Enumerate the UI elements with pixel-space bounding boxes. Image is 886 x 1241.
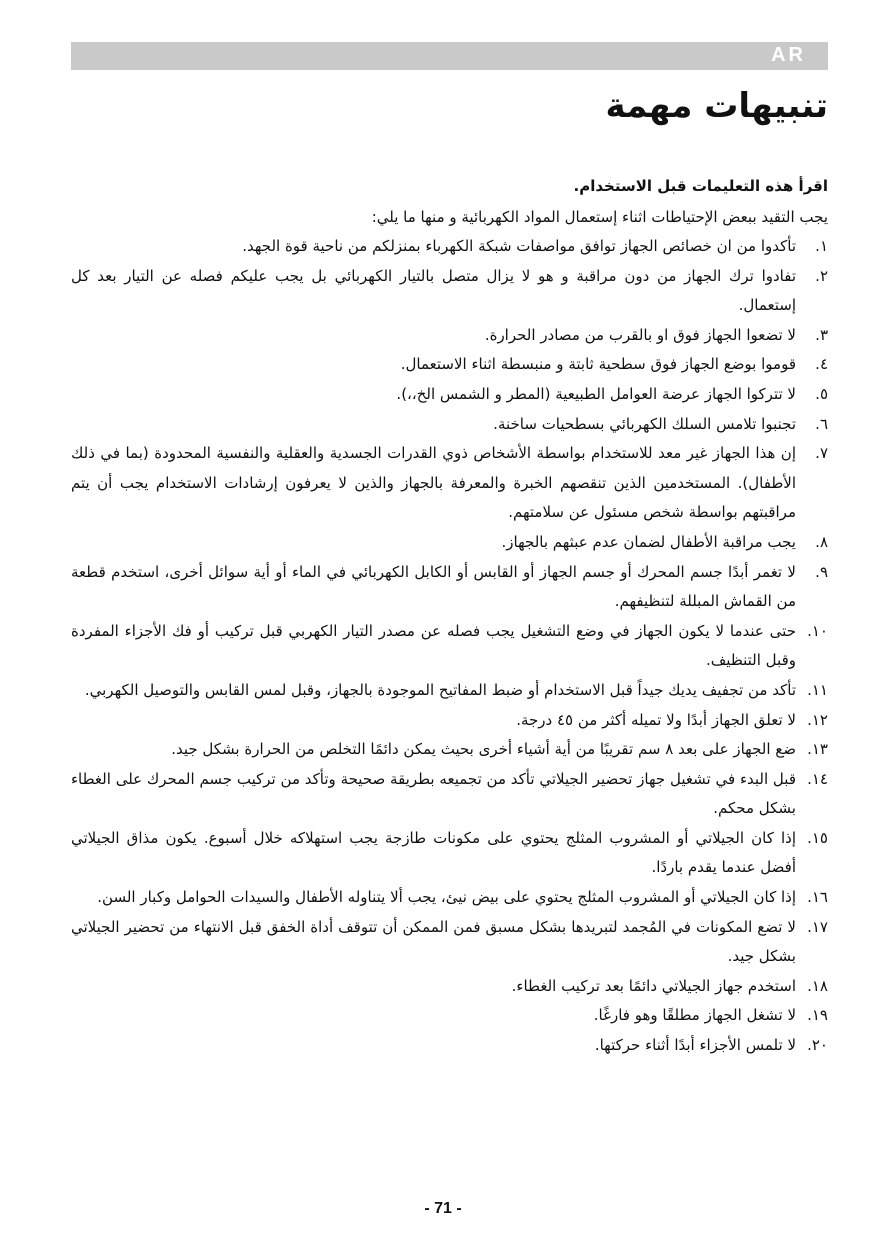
list-item bbox=[71, 706, 828, 736]
list-item bbox=[71, 350, 828, 380]
item-text: قبل البدء في تشغيل جهاز تحضير الجيلاتي تأكد من تجميعه بطريقة صحيحة وتأكد من تركيب جسم المحرك على الغطاء بشكل محكم. bbox=[71, 769, 796, 818]
list-item bbox=[71, 558, 828, 617]
page-title: تنبيهات مهمة bbox=[605, 86, 828, 126]
item-text: إذا كان الجيلاتي أو المشروب المثلج يحتوي على بيض نيئ، يجب ألا يتناوله الأطفال والسيدات الحوامل وكبار السن. bbox=[97, 888, 796, 907]
item-text: لا تعلق الجهاز أبدًا ولا تميله أكثر من ٤٥ درجة. bbox=[516, 710, 796, 729]
list-item bbox=[71, 883, 828, 913]
list-item bbox=[71, 972, 828, 1002]
item-number: ١٦. bbox=[807, 888, 828, 907]
item-number: ٣. bbox=[815, 325, 828, 344]
item-number: ١٣. bbox=[807, 740, 828, 759]
item-text: تجنبوا تلامس السلك الكهربائي بسطحيات ساخنة. bbox=[493, 414, 796, 433]
item-text: ضع الجهاز على بعد ٨ سم تقريبًا من أية أشياء أخرى بحيث يمكن دائمًا التخلص من الحرارة بشكل جيد. bbox=[171, 740, 796, 759]
item-text: لا تضع المكونات في المُجمد لتبريدها بشكل مسبق فمن الممكن أن تتوقف أداة الخفق قبل الانتهاء من تحضير الجيلاتي بشكل جيد. bbox=[71, 917, 796, 966]
item-number: ٩. bbox=[815, 562, 828, 581]
item-number: ١٢. bbox=[807, 710, 828, 729]
item-text: إذا كان الجيلاتي أو المشروب المثلج يحتوي على مكونات طازجة يجب استهلاكه خلال أسبوع. يكون مذاق الجيلاتي أفضل عندما يقدم باردًا. bbox=[71, 828, 796, 877]
item-text: يجب مراقبة الأطفال لضمان عدم عبثهم بالجهاز. bbox=[501, 532, 796, 551]
item-text: تفادوا ترك الجهاز من دون مراقبة و هو لا يزال متصل بالتيار الكهربائي بل يجب عليكم فصله عن التيار بعد كل إستعمال. bbox=[71, 266, 796, 315]
list-item bbox=[71, 617, 828, 676]
item-number: ١. bbox=[815, 237, 828, 255]
item-text: إن هذا الجهاز غير معد للاستخدام بواسطة الأشخاص ذوي القدرات الجسدية والعقلية والنفسية المحدودة (بما في ذلك الأطفال). المستخدمين الذين تنقصهم الخبرة والمعرفة بالجهاز والذين لا يعرفون إرشادات الاستخدام يجب أن يتم مراقبتهم بواسطة شخص مسئول عن سلامتهم. bbox=[71, 444, 796, 522]
item-number: ٤. bbox=[815, 355, 828, 374]
list-item bbox=[71, 410, 828, 440]
item-number: ١٧. bbox=[807, 917, 828, 936]
item-number: ١٨. bbox=[807, 976, 828, 995]
content-body bbox=[71, 170, 828, 1061]
item-text: لا تشغل الجهاز مطلقًا وهو فارغًا. bbox=[593, 1006, 796, 1025]
item-text: لا تتركوا الجهاز عرضة العوامل الطبيعية (المطر و الشمس الخ،،). bbox=[396, 384, 796, 403]
list-item bbox=[71, 765, 828, 824]
list-item bbox=[71, 913, 828, 972]
item-number: ٢٠. bbox=[807, 1036, 828, 1055]
list-item bbox=[71, 528, 828, 558]
item-text: تأكد من تجفيف يديك جيداً قبل الاستخدام أو ضبط المفاتيح الموجودة بالجهاز، وقبل لمس القابس والتوصيل الكهربي. bbox=[84, 680, 796, 699]
intro-text: يجب التقيد ببعض الإحتياطات اثناء إستعمال المواد الكهربائية و منها ما يلي: bbox=[371, 208, 828, 226]
item-number: ٨. bbox=[815, 532, 828, 551]
item-number: ٦. bbox=[815, 414, 828, 433]
list-item bbox=[71, 321, 828, 351]
item-number: ٥. bbox=[815, 384, 828, 403]
list-item bbox=[71, 676, 828, 706]
item-text: لا تغمر أبدًا جسم المحرك أو جسم الجهاز أو القابس أو الكابل الكهربائي في الماء أو أية سوائل أخرى، استخدم قطعة من القماش المبللة لتنظيفهم. bbox=[71, 562, 796, 611]
warnings-list bbox=[71, 232, 828, 1061]
item-number: ١٥. bbox=[807, 828, 828, 847]
language-tag: AR bbox=[771, 44, 806, 66]
item-text: استخدم جهاز الجيلاتي دائمًا بعد تركيب الغطاء. bbox=[511, 976, 796, 995]
item-number: ١٤. bbox=[807, 769, 828, 788]
page-number: - 71 - bbox=[424, 1200, 462, 1217]
list-item bbox=[71, 439, 828, 528]
language-header-bar bbox=[71, 42, 828, 70]
item-number: ٢. bbox=[815, 266, 828, 285]
list-item bbox=[71, 1001, 828, 1031]
item-number: ١٩. bbox=[807, 1006, 828, 1025]
item-text: تأكدوا من ان خصائص الجهاز توافق مواصفات شبكة الكهرباء بمنزلكم من ناحية قوة الجهد. bbox=[242, 237, 796, 255]
item-number: ٧. bbox=[815, 444, 828, 463]
list-item bbox=[71, 262, 828, 321]
list-item bbox=[71, 824, 828, 883]
item-number: ١١. bbox=[807, 680, 828, 699]
item-text: لا تلمس الأجزاء أبدًا أثناء حركتها. bbox=[594, 1036, 796, 1055]
list-item bbox=[71, 380, 828, 410]
list-item bbox=[71, 1031, 828, 1061]
list-item bbox=[71, 735, 828, 765]
intro-heading: اقرأ هذه التعليمات قبل الاستخدام. bbox=[573, 177, 828, 195]
item-text: حتى عندما لا يكون الجهاز في وضع التشغيل يجب فصله عن مصدر التيار الكهربي قبل تركيب أو فك الأجزاء المفردة وقبل التنظيف. bbox=[71, 621, 796, 670]
item-number: ١٠. bbox=[807, 621, 828, 640]
list-item bbox=[71, 232, 828, 262]
item-text: قوموا بوضع الجهاز فوق سطحية ثابتة و منبسطة اثناء الاستعمال. bbox=[400, 355, 796, 374]
item-text: لا تضعوا الجهاز فوق او بالقرب من مصادر الحرارة. bbox=[484, 325, 796, 344]
